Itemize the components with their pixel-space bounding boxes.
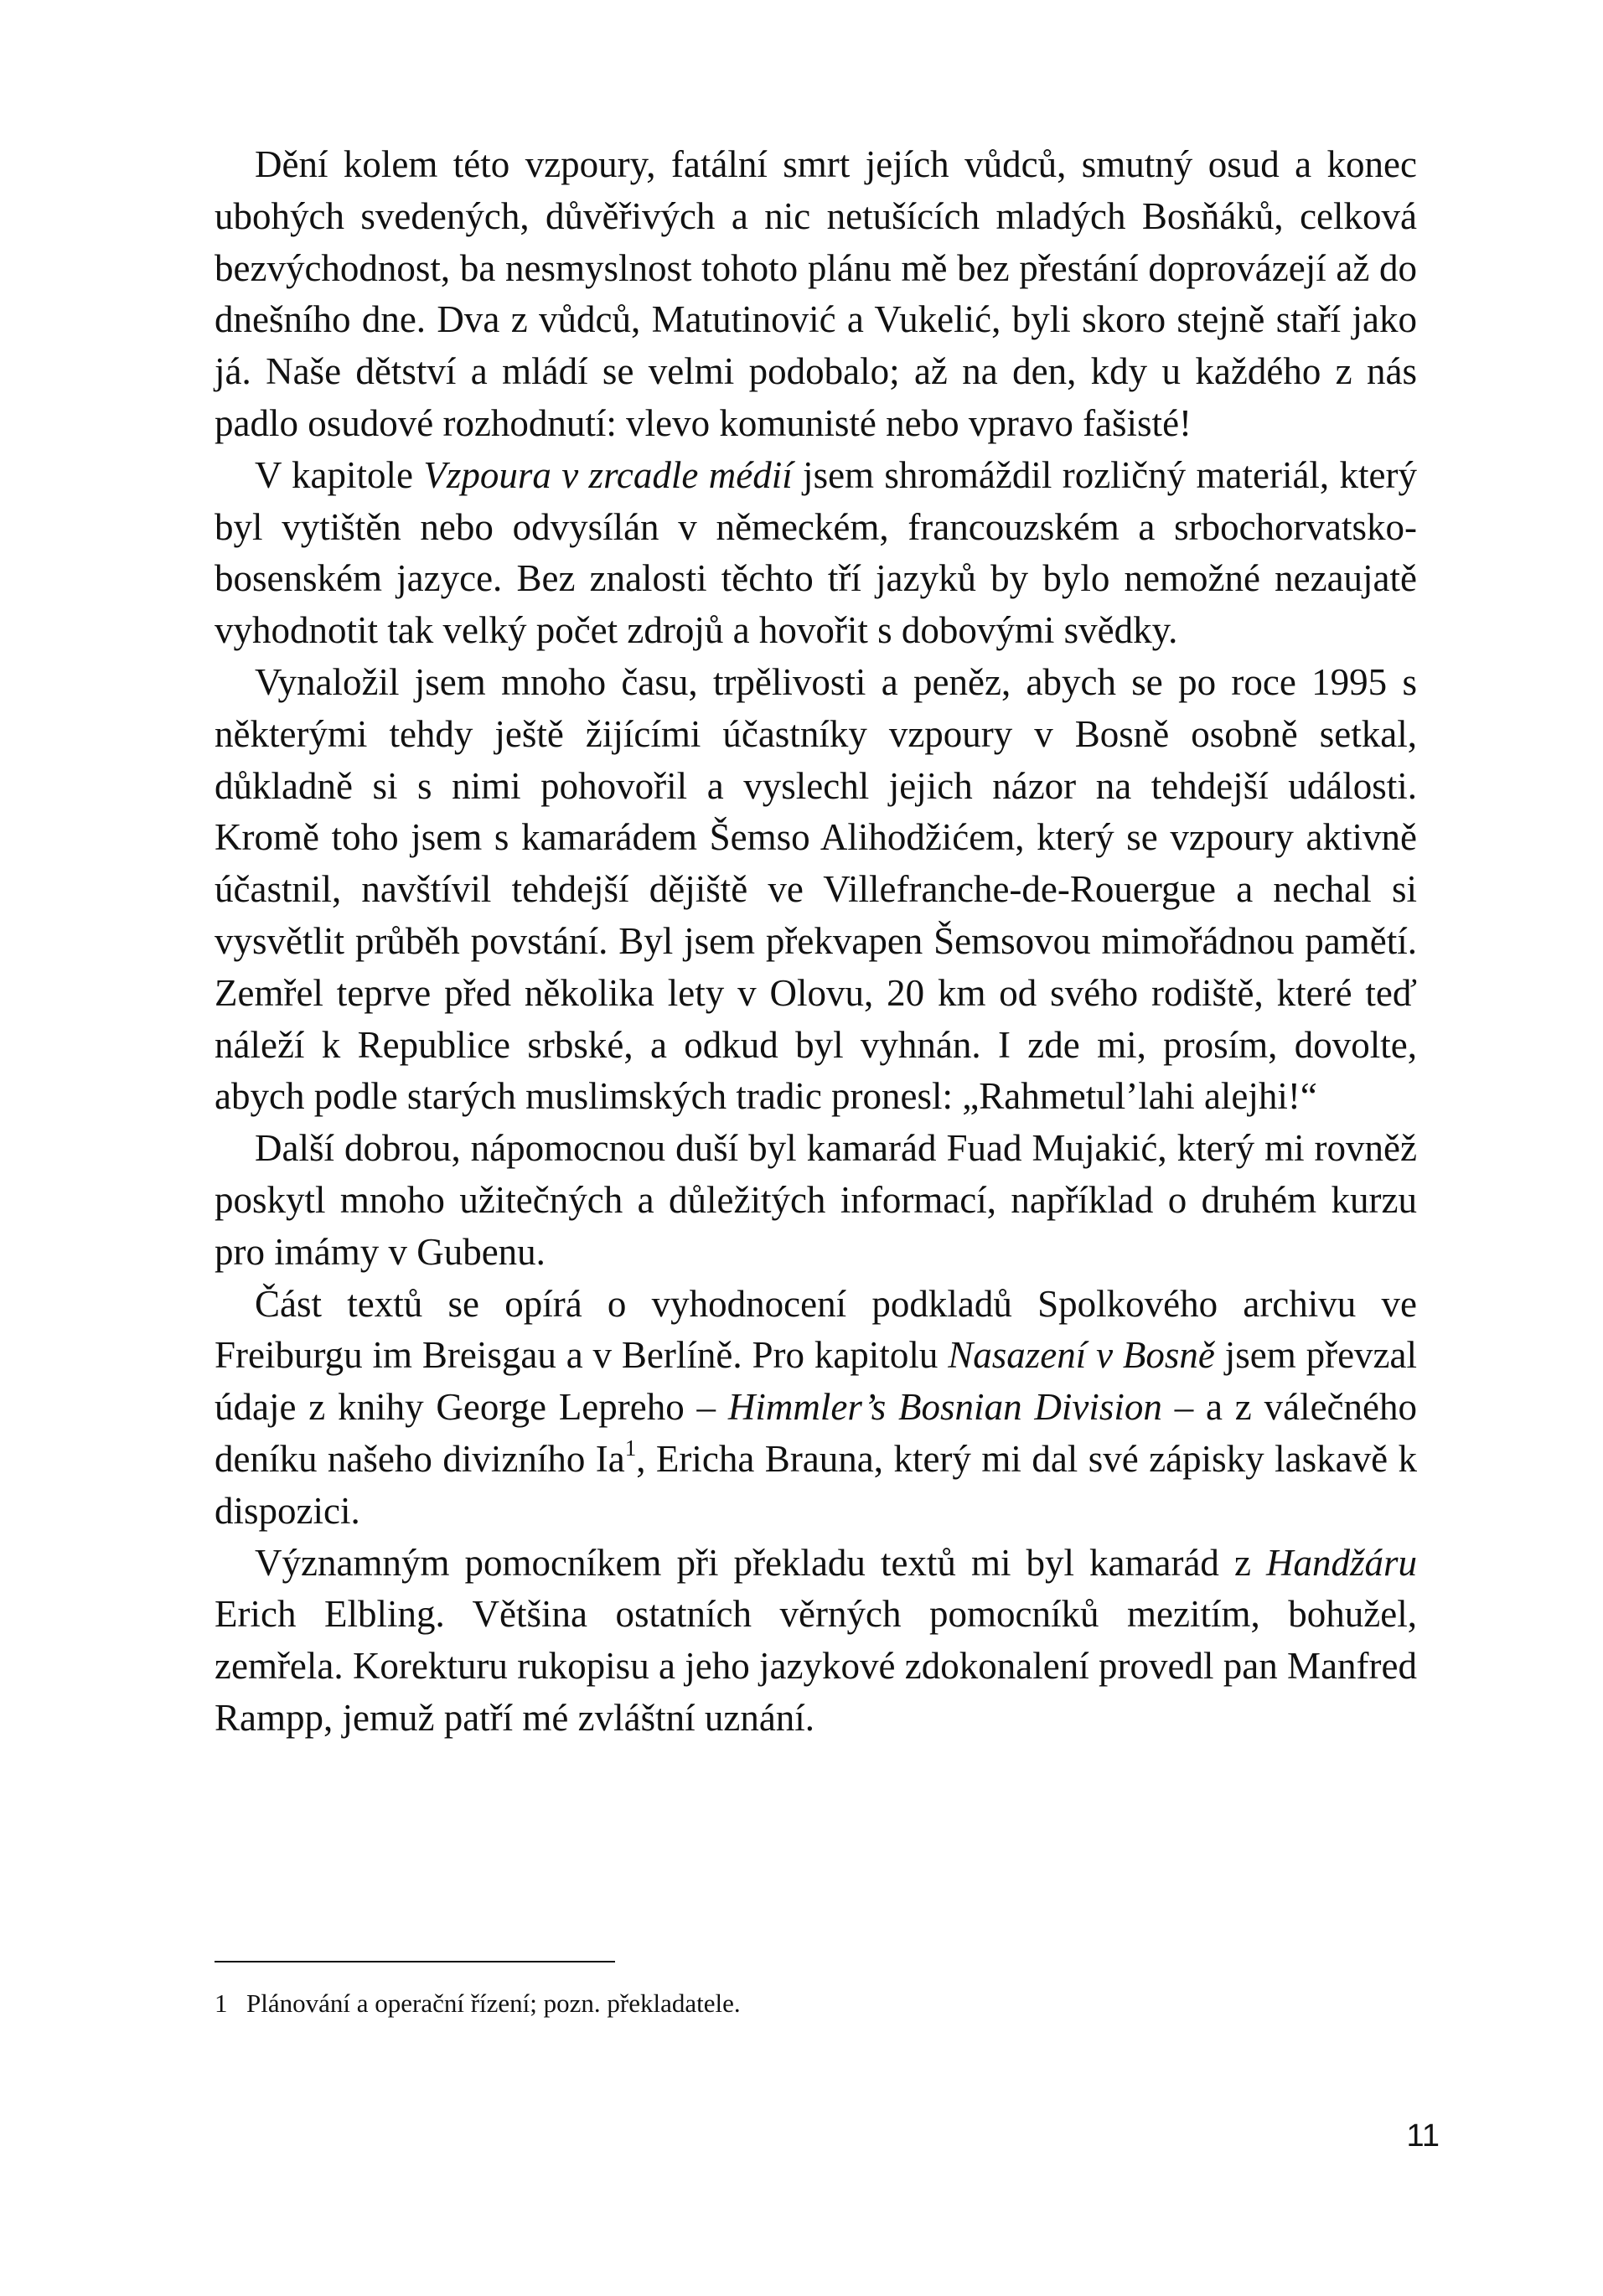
italic-title: Handžáru: [1265, 1541, 1417, 1584]
paragraph: [215, 1279, 1417, 1538]
footnote-separator: [215, 1961, 615, 1962]
page-number: 11: [1406, 2118, 1440, 2154]
text-run: Dění kolem této vzpoury, fatální smrt jejích vůdců, smutný osud a konec ubohých svedených, důvěřivých a nic netušících mladých Bosňáků, celková bezvýchodnost, ba nesmyslnost tohoto plánu mě bez přestání doprovázejí až do dnešního dne. Dva z vůdců, Matutinović a Vukelić, byli skoro stejně staří jako já. Naše dětství a mládí se velmi podobalo; až na den, kdy u každého z nás padlo osudové rozhodnutí: vlevo komunisté nebo vpravo fašisté!: [215, 143, 1417, 444]
paragraph: [215, 1123, 1417, 1278]
paragraph: [215, 1538, 1417, 1745]
text-run: Další dobrou, nápomocnou duší byl kamarád Fuad Mujakić, který mi rovněž poskytl mnoho užitečných a důležitých informací, například o druhém kurzu pro imámy v Gubenu.: [215, 1127, 1417, 1273]
text-run: Erich Elbling. Většina ostatních věrných pomocníků mezitím, bohužel, zemřela. Korekturu rukopisu a jeho jazykové zdokonalení provedl pan Manfred Rampp, jemuž patří mé zvláštní uznání.: [215, 1593, 1417, 1739]
text-run: jsem shromáždil rozličný materiál, který byl vytištěn nebo odvysílán v německém, francouzském a srbochorvatsko-bosenském jazyce. Bez znalosti těchto tří jazyků by bylo nemožné nezaujatě vyhodnotit tak velký počet zdrojů a hovořit s dobovými svědky.: [215, 453, 1417, 652]
text-run: , Ericha Brauna, který mi dal své zápisky laskavě k dispozici.: [215, 1437, 1417, 1532]
footnote-ref: 1: [624, 1435, 637, 1461]
paragraph: [215, 657, 1417, 1123]
paragraph: [215, 139, 1417, 450]
text-run: Významným pomocníkem při překladu textů mi byl kamarád z: [255, 1541, 1266, 1584]
text-run: – a z válečného deníku našeho divizního Ia: [215, 1386, 1417, 1480]
italic-title: Nasazení v Bosně: [948, 1334, 1215, 1377]
footnote: [215, 1987, 1417, 2020]
italic-title: Vzpoura v zrcadle médií: [423, 453, 793, 496]
paragraph: [215, 450, 1417, 657]
body-text: [215, 139, 1417, 1745]
text-run: Část textů se opírá o vyhodnocení podkladů Spolkového archivu ve Freiburgu im Breisgau a v Berlíně. Pro kapitolu: [215, 1282, 1417, 1377]
italic-title: Himmler’s Bosnian Division: [727, 1386, 1162, 1429]
text-run: V kapitole: [255, 453, 424, 496]
footnote-text: Plánování a operační řízení; pozn. překladatele.: [246, 1988, 741, 2018]
footnote-number: 1: [215, 1988, 228, 2018]
text-run: Vynaložil jsem mnoho času, trpělivosti a peněz, abych se po roce 1995 s některými tehdy ještě žijícími účastníky vzpoury v Bosně osobně setkal, důkladně si s nimi pohovořil a vyslechl jejich názor na tehdejší události. Kromě toho jsem s kamarádem Šemso Alihodžićem, který se vzpoury aktivně účastnil, navštívil tehdejší dějiště ve Villefranche-de-Rouergue a nechal si vysvětlit průběh povstání. Byl jsem překvapen Šemsovou mimořádnou pamětí. Zemřel teprve před několika lety v Olovu, 20 km od svého rodiště, které teď náleží k Republice srbské, a odkud byl vyhnán. I zde mi, prosím, dovolte, abych podle starých muslimských tradic pronesl: „Rahmetul’lahi alejhi!“: [215, 660, 1417, 1118]
text-run: jsem převzal údaje z knihy George Lepreho –: [215, 1334, 1417, 1429]
